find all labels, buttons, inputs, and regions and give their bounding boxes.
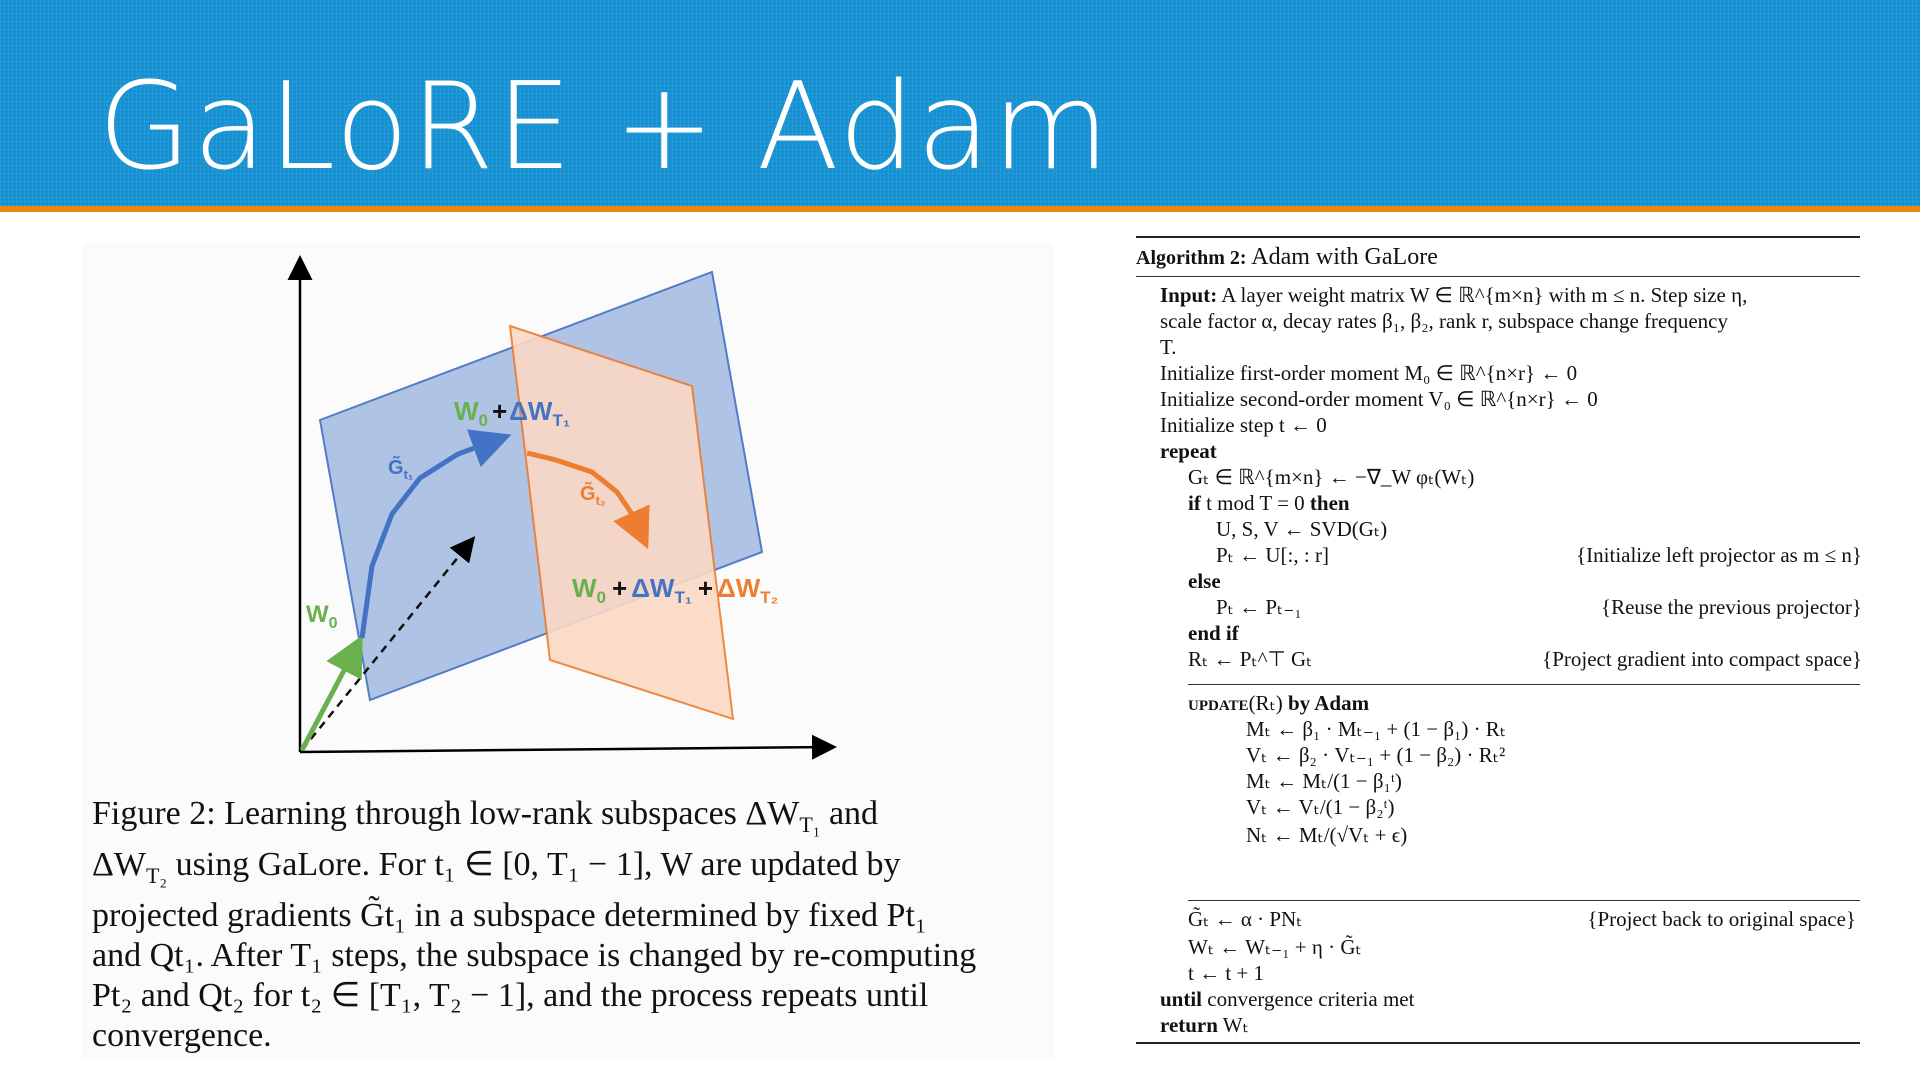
comment-init-projector: {Initialize left projector as m ≤ n} xyxy=(1576,543,1862,567)
step-increment-line: t ← t + 1 xyxy=(1188,961,1265,985)
comment-project-back: {Project back to original space} xyxy=(1587,907,1856,931)
if-line: if t mod T = 0 then xyxy=(1188,491,1350,515)
init-line: Initialize second-order moment V₀ ∈ ℝ^{n×r} ← 0 xyxy=(1160,387,1598,411)
slide-title: GaLoRE + Adam xyxy=(98,58,1112,197)
project-back-rule xyxy=(1188,900,1860,901)
project-back-line: G̃ₜ ← α · PNₜ xyxy=(1188,907,1303,931)
caption-line: projected gradients G̃t₁ in a subspace determined by fixed Pt₁ xyxy=(92,896,927,934)
bottom-update-label: $W_0 + \Delta W_{T_1} + \Delta W_{T_2}$ xyxy=(572,573,779,607)
input-line: T. xyxy=(1160,335,1177,359)
x-axis xyxy=(300,747,832,752)
caption-line: $\Delta W_{T_2}$ using GaLore. For t₁ ∈ [0, T₁ − 1], W are updated by xyxy=(92,845,901,888)
weight-update-line: Wₜ ← Wₜ₋₁ + η · G̃ₜ xyxy=(1188,935,1362,959)
g-t1-label: $G̃_{t_1}$ xyxy=(388,457,414,482)
algorithm-top-rule xyxy=(1136,236,1860,238)
top-update-label: $W_0 +\Delta W_{T_1}$ xyxy=(454,396,570,430)
algorithm-box xyxy=(1126,232,1866,1052)
projector-reuse-line: Pₜ ← Pₜ₋₁ xyxy=(1216,595,1302,619)
caption-line: Figure 2: Learning through low-rank subspaces $\Delta W_{T_1}$ and xyxy=(92,795,879,837)
init-line: Initialize first-order moment M₀ ∈ ℝ^{n×r} ← 0 xyxy=(1160,361,1578,385)
svd-line: U, S, V ← SVD(Gₜ) xyxy=(1216,517,1388,541)
update-heading: update(Rₜ) by Adam xyxy=(1188,691,1370,715)
endif-keyword: end if xyxy=(1188,621,1239,645)
caption-line: and Qt₁. After T₁ steps, the subspace is changed by re-computing xyxy=(92,936,977,974)
algorithm-heading-rule xyxy=(1136,276,1860,277)
else-keyword: else xyxy=(1188,569,1221,593)
input-line: scale factor α, decay rates β₁, β₂, rank r, subspace change frequency xyxy=(1160,309,1728,333)
algorithm-heading: Algorithm 2: Adam with GaLore xyxy=(1136,244,1438,270)
update-section-rule xyxy=(1188,684,1860,685)
w0-arrow xyxy=(302,644,358,750)
until-line: until convergence criteria met xyxy=(1160,987,1415,1011)
figure-caption xyxy=(92,794,1036,1056)
adam-m-line: Mₜ ← β₁ · Mₜ₋₁ + (1 − β₁) · Rₜ xyxy=(1246,717,1507,741)
projector-init-line: Pₜ ← U[:, : r] xyxy=(1216,543,1329,567)
w0-label: $W_0$ xyxy=(306,601,338,632)
caption-line: convergence. xyxy=(92,1016,272,1054)
repeat-keyword: repeat xyxy=(1160,439,1217,463)
algorithm-bottom-rule xyxy=(1136,1042,1860,1044)
subspace-diagram xyxy=(82,242,1054,772)
input-line: Input: A layer weight matrix W ∈ ℝ^{m×n} with m ≤ n. Step size η, xyxy=(1160,283,1748,307)
adam-m-hat-line: Mₜ ← Mₜ/(1 − β₁ᵗ) xyxy=(1246,769,1402,793)
caption-line: Pt₂ and Qt₂ for t₂ ∈ [T₁, T₂ − 1], and the process repeats until xyxy=(92,976,929,1014)
adam-n-line: Nₜ ← Mₜ/(√Vₜ + ϵ) xyxy=(1246,823,1408,847)
adam-v-line: Vₜ ← β₂ · Vₜ₋₁ + (1 − β₂) · Rₜ² xyxy=(1246,743,1506,767)
adam-v-hat-line: Vₜ ← Vₜ/(1 − β₂ᵗ) xyxy=(1246,795,1395,819)
comment-reuse-projector: {Reuse the previous projector} xyxy=(1600,595,1862,619)
init-line: Initialize step t ← 0 xyxy=(1160,413,1327,437)
project-gradient-line: Rₜ ← Pₜ^⊤ Gₜ xyxy=(1188,647,1313,671)
gradient-line: Gₜ ∈ ℝ^{m×n} ← −∇_W φₜ(Wₜ) xyxy=(1188,465,1475,489)
header-accent-rule xyxy=(0,206,1920,212)
return-line: return Wₜ xyxy=(1160,1013,1249,1037)
g-t2-label: $G̃_{t_2}$ xyxy=(580,483,606,508)
figure-panel xyxy=(82,242,1054,1060)
comment-project-gradient: {Project gradient into compact space} xyxy=(1542,647,1862,671)
